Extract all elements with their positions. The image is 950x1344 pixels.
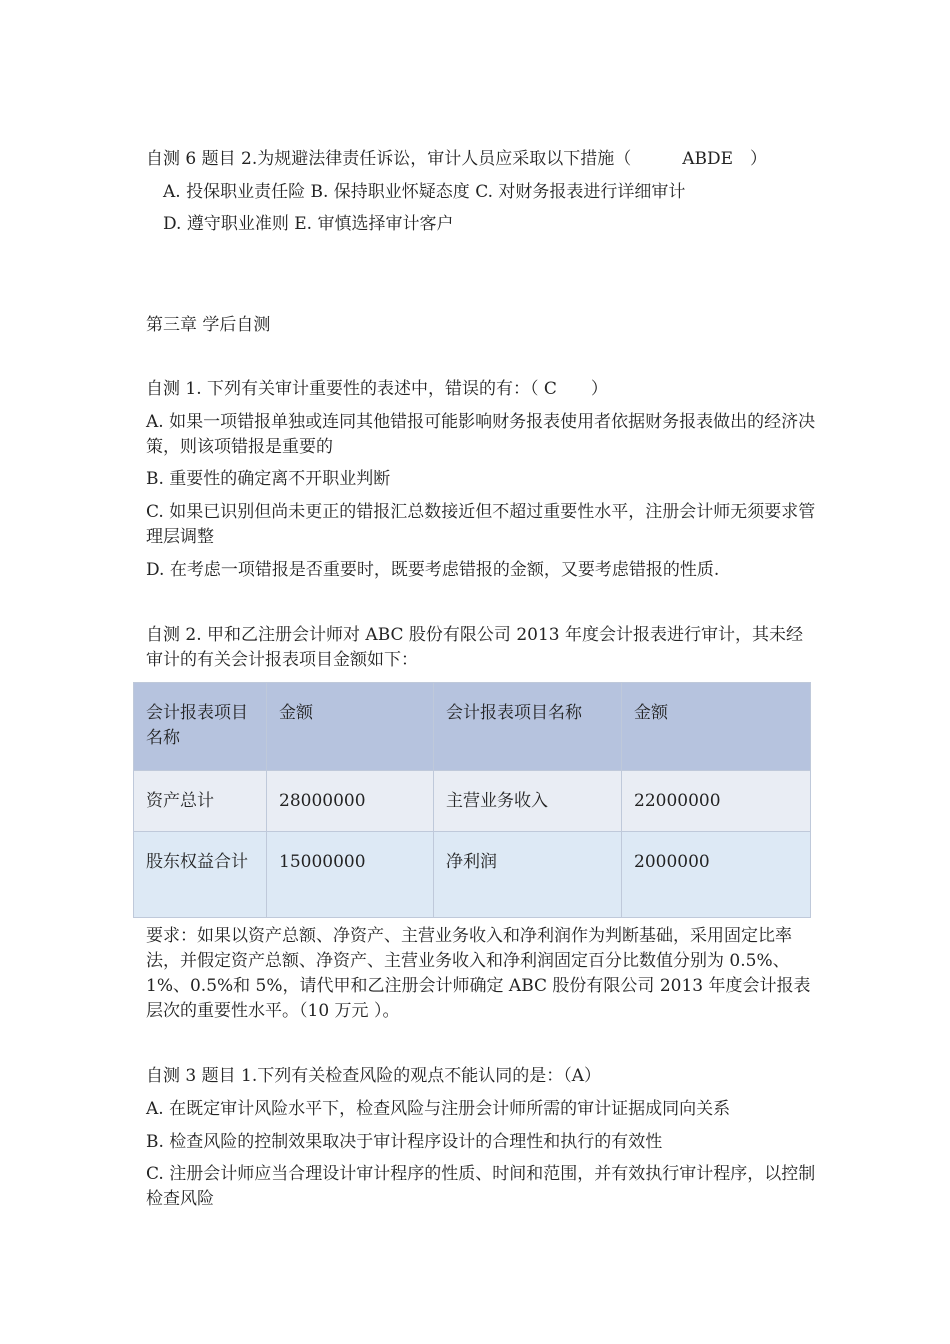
table-cell: 资产总计	[134, 771, 267, 832]
question-6-options-line-2: D. 遵守职业准则 E. 审慎选择审计客户	[163, 214, 454, 234]
table-cell: 22000000	[622, 771, 811, 832]
table-header-row	[134, 683, 811, 771]
table-cell: 2000000	[622, 832, 811, 918]
table-cell: 15000000	[267, 832, 434, 918]
test-3-stem: 自测 3 题目 1.下列有关检查风险的观点不能认同的是：（A）	[146, 1066, 602, 1086]
table-cell: 28000000	[267, 771, 434, 832]
test-3-option-a: A. 在既定审计风险水平下，检查风险与注册会计师所需的审计证据成同向关系	[146, 1099, 731, 1119]
test-1-option-a: A. 如果一项错报单独或连同其他错报可能影响财务报表使用者依据财务报表做出的经济决策，则该项错报是重要的	[146, 412, 816, 457]
test-1-option-b: B. 重要性的确定离不开职业判断	[146, 469, 391, 489]
question-6-stem: 自测 6 题目 2.为规避法律责任诉讼，审计人员应采取以下措施（ ABDE ）	[146, 149, 768, 169]
table-header-cell: 会计报表项目名称	[134, 683, 267, 771]
test-1-option-c: C. 如果已识别但尚未更正的错报汇总数接近但不超过重要性水平，注册会计师无须要求管理层调整	[146, 502, 816, 547]
table-header-cell: 金额	[267, 683, 434, 771]
question-6-options-line-1: A. 投保职业责任险 B. 保持职业怀疑态度 C. 对财务报表进行详细审计	[163, 182, 686, 202]
table-cell: 净利润	[434, 832, 622, 918]
test-1-option-d: D. 在考虑一项错报是否重要时，既要考虑错报的金额，又要考虑错报的性质.	[146, 560, 720, 580]
test-3-option-b: B. 检查风险的控制效果取决于审计程序设计的合理性和执行的有效性	[146, 1132, 663, 1152]
table-header-cell: 金额	[622, 683, 811, 771]
test-2-requirement: 要求：如果以资产总额、净资产、主营业务收入和净利润作为判断基础，采用固定比率法，并假定资产总额、净资产、主营业务收入和净利润固定百分比数值分别为 0.5%、1%、0.5%和 5%，请代甲和乙注册会计师确定 ABC 股份有限公司 2013 年度会计报表层次的重要性水平。（10 万元 ）。	[146, 926, 811, 1021]
table-cell: 主营业务收入	[434, 771, 622, 832]
test-3-option-c: C. 注册会计师应当合理设计审计程序的性质、时间和范围，并有效执行审计程序，以控制检查风险	[146, 1164, 816, 1209]
table-cell: 股东权益合计	[134, 832, 267, 918]
test-1-stem: 自测 1. 下列有关审计重要性的表述中，错误的有：（ C ）	[146, 379, 608, 399]
chapter-title: 第三章 学后自测	[146, 315, 271, 335]
table-row	[134, 832, 811, 918]
financial-items-table	[133, 682, 811, 918]
table-row	[134, 771, 811, 832]
test-2-stem: 自测 2. 甲和乙注册会计师对 ABC 股份有限公司 2013 年度会计报表进行审计，其未经审计的有关会计报表项目金额如下：	[146, 625, 803, 670]
table-header-cell: 会计报表项目名称	[434, 683, 622, 771]
